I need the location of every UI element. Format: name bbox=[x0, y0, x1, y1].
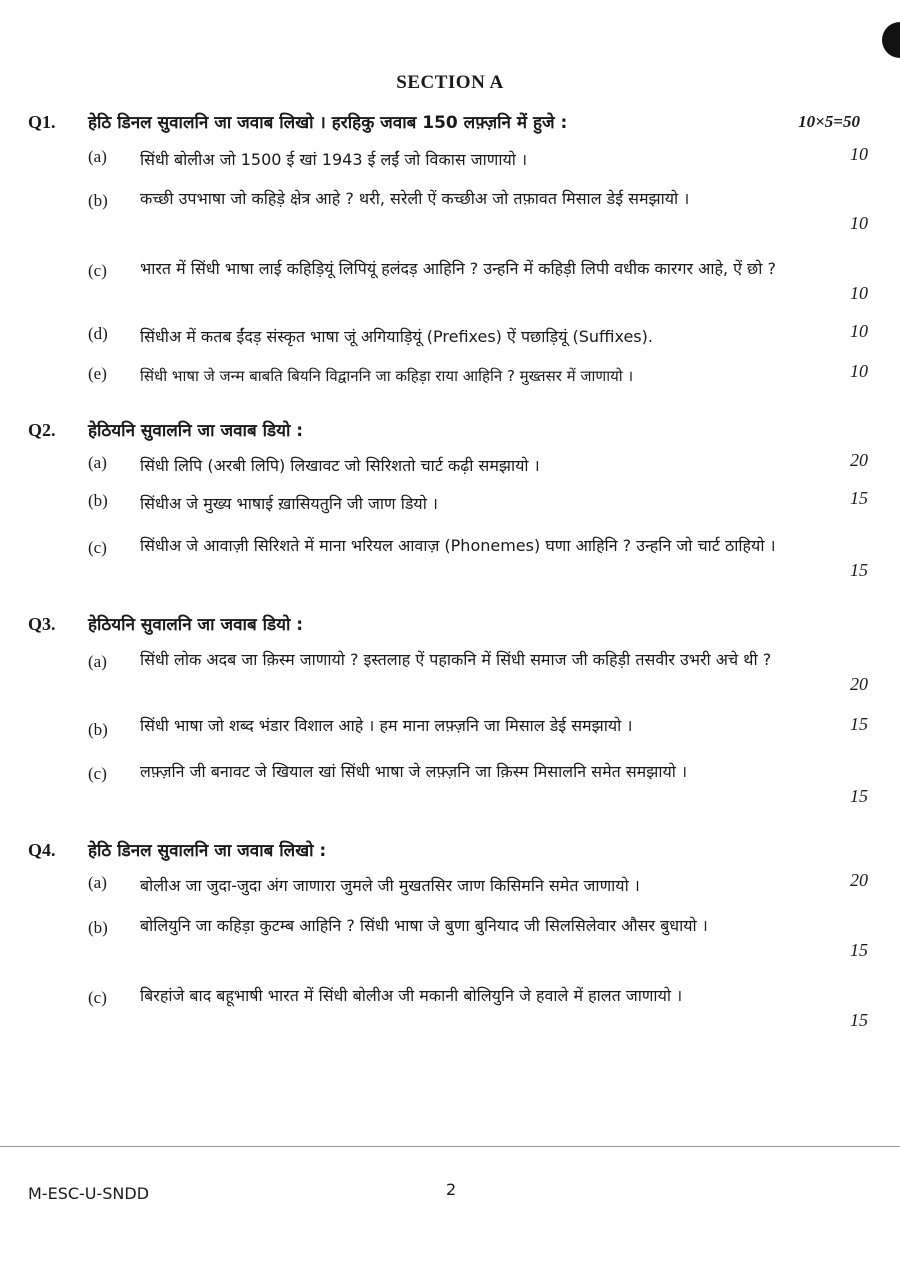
sub-question-marks: 10 bbox=[850, 361, 868, 381]
question-instruction: हेठियनि सुवालनि जा जवाब डियो : bbox=[88, 421, 304, 441]
sub-question-marks: 10 bbox=[850, 283, 868, 303]
sub-question-text: बोलीअ जा जुदा-जुदा अंग जाणारा जुमले जी मुखतसिर जाण किसिमनि समेत जाणायो । bbox=[140, 876, 640, 895]
sub-question-marks: 15 bbox=[850, 786, 868, 806]
question-number: Q1. bbox=[28, 112, 56, 132]
sub-question-text: सिंधी बोलीअ जो 1500 ई खां 1943 ई लईं जो विकास जाणायो । bbox=[140, 150, 528, 169]
question-number: Q2. bbox=[28, 420, 56, 440]
sub-question-text: बोलियुनि जा कहिड़ा कुटम्ब आहिनि ? सिंधी भाषा जे बुणा बुनियाद जी सिलसिलेवार औसर बुधायो । bbox=[140, 916, 708, 935]
sub-question-label: (c) bbox=[88, 538, 107, 557]
question-instruction: हेठियनि सुवालनि जा जवाब डियो : bbox=[88, 615, 304, 635]
question-header-3 bbox=[28, 612, 868, 640]
question-header-1 bbox=[28, 110, 868, 138]
sub-question-marks: 10 bbox=[850, 213, 868, 233]
corner-punch-mark bbox=[882, 22, 900, 58]
sub-question-text: सिंधी भाषा जे जन्म बाबति बियनि विद्वाननि जा कहिड़ा राया आहिनि ? मुख्तसर में जाणायो । bbox=[140, 367, 634, 385]
sub-question-marks: 15 bbox=[850, 940, 868, 960]
sub-question-text: लफ़्ज़नि जी बनावट जे खियाल खां सिंधी भाषा जे लफ़्ज़नि जा क़िस्म मिसालनि समेत समझायो । bbox=[140, 762, 688, 781]
sub-question-label: (d) bbox=[88, 324, 108, 343]
sub-question-marks: 20 bbox=[850, 450, 868, 470]
question-instruction: हेठि डिनल सुवालनि जा जवाब लिखो : bbox=[88, 841, 327, 861]
sub-question-text: सिंधी लिपि (अरबी लिपि) लिखावट जो सिरिशतो चार्ट कढ़ी समझायो । bbox=[140, 456, 540, 475]
sub-question-marks: 15 bbox=[850, 488, 868, 508]
sub-question-marks: 10 bbox=[850, 321, 868, 341]
sub-question-text: सिंधी लोक अदब जा क़िस्म जाणायो ? इस्तलाह ऐं पहाकनि में सिंधी समाज जी कहिड़ी तसवीर उभरी अचे थी ? bbox=[140, 650, 772, 669]
sub-question-label: (a) bbox=[88, 873, 107, 892]
sub-question-label: (b) bbox=[88, 720, 108, 739]
sub-question-label: (e) bbox=[88, 364, 107, 383]
sub-question-text: बिरहांजे बाद बहूभाषी भारत में सिंधी बोलीअ जी मकानी बोलियुनि जे हवाले में हालत जाणायो । bbox=[140, 986, 683, 1005]
sub-question-marks: 15 bbox=[850, 714, 868, 734]
sub-question-text: कच्छी उपभाषा जो कहिड़े क्षेत्र आहे ? थरी, सरेली ऐं कच्छीअ जो तफ़ावत मिसाल डेई समझायो । bbox=[140, 189, 690, 208]
question-header-4 bbox=[28, 838, 868, 866]
sub-question-label: (b) bbox=[88, 191, 108, 210]
page-number: 2 bbox=[446, 1180, 457, 1199]
sub-question-label: (a) bbox=[88, 147, 107, 166]
paper-code: M-ESC-U-SNDD bbox=[28, 1184, 150, 1203]
sub-question-label: (c) bbox=[88, 988, 107, 1007]
sub-question-label: (b) bbox=[88, 918, 108, 937]
sub-question-marks: 20 bbox=[850, 674, 868, 694]
sub-question-label: (c) bbox=[88, 261, 107, 280]
sub-question-label: (a) bbox=[88, 453, 107, 472]
sub-question-text: भारत में सिंधी भाषा लाई कहिड़ियूं लिपियूं हलंदड़ आहिनि ? उन्हनि में कहिड़ी लिपी वधीक कारगर आहे, ऐं छो ? bbox=[140, 259, 776, 278]
sub-question-marks: 15 bbox=[850, 1010, 868, 1030]
question-number: Q3. bbox=[28, 614, 56, 634]
sub-question-text: सिंधी भाषा जो शब्द भंडार विशाल आहे । हम माना लफ़्ज़नि जा मिसाल डेई समझायो । bbox=[140, 716, 633, 735]
question-instruction: हेठि डिनल सुवालनि जा जवाब लिखो । हरहिकु जवाब 150 लफ़्ज़नि में हुजे : bbox=[88, 113, 568, 133]
section-title: SECTION A bbox=[396, 72, 504, 93]
question-number: Q4. bbox=[28, 840, 56, 860]
question-header-2 bbox=[28, 418, 868, 446]
sub-question-marks: 15 bbox=[850, 560, 868, 580]
sub-question-marks: 20 bbox=[850, 870, 868, 890]
sub-question-marks: 10 bbox=[850, 144, 868, 164]
sub-question-label: (a) bbox=[88, 652, 107, 671]
sub-question-text: सिंधीअ जे आवाज़ी सिरिशते में माना भरियल आवाज़ (Phonemes) घणा आहिनि ? उन्हनि जो चार्ट ठाहियो । bbox=[140, 536, 776, 555]
sub-question-text: सिंधीअ में कतब ईंदड़ संस्कृत भाषा जूं अगियाड़ियूं (Prefixes) ऐं पछाड़ियूं (Suffixes). bbox=[140, 327, 653, 346]
sub-question-label: (c) bbox=[88, 764, 107, 783]
footer-divider bbox=[0, 1146, 900, 1147]
question-total-marks: 10×5=50 bbox=[798, 112, 860, 131]
sub-question-label: (b) bbox=[88, 491, 108, 510]
sub-question-text: सिंधीअ जे मुख्य भाषाई ख़ासियतुनि जी जाण डियो । bbox=[140, 494, 438, 513]
